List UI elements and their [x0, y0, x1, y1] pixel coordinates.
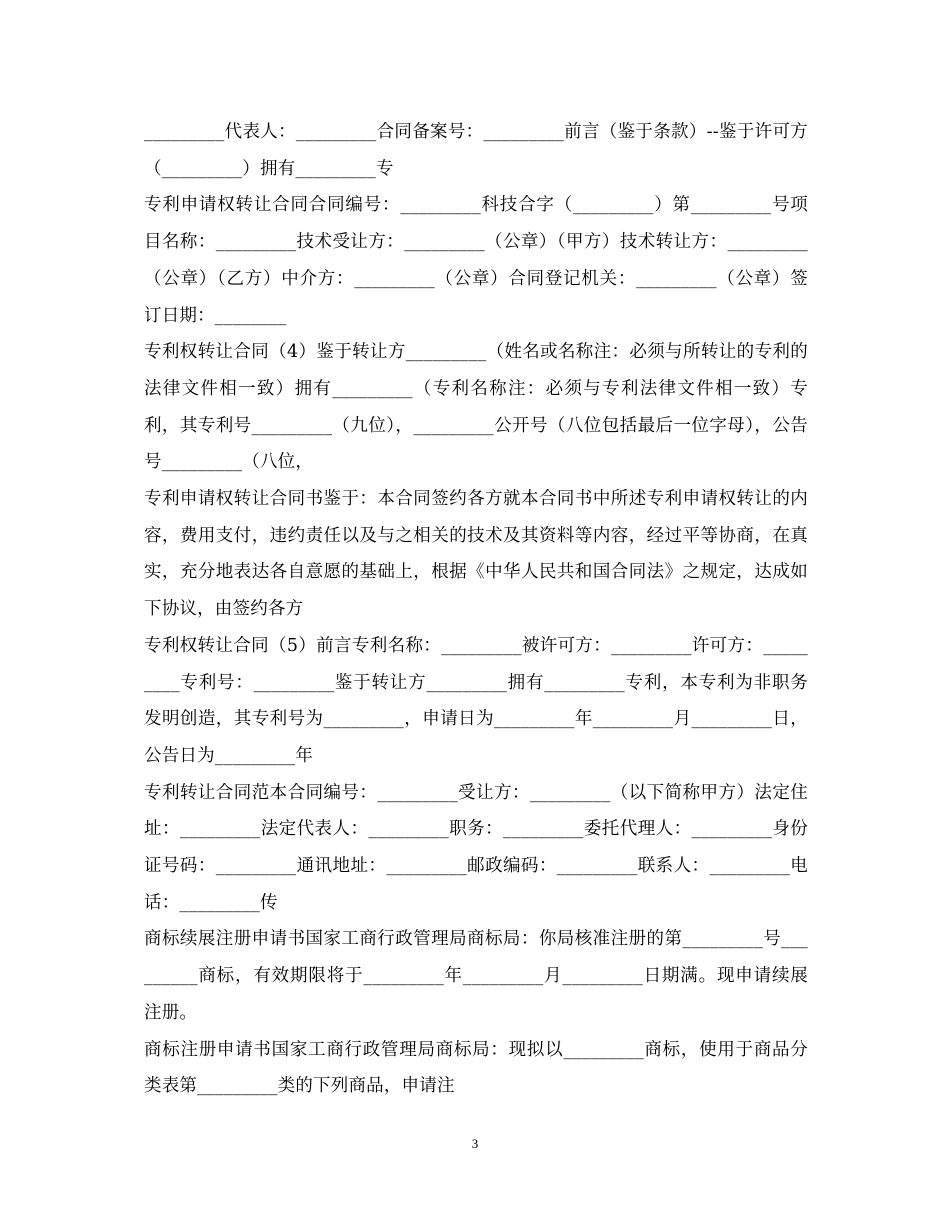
- paragraph-patent-application-transfer-contract: 专利申请权转让合同合同编号：_________科技合字（_________）第_________号项目名称：_________技术受让方：_________（公章）（甲方）技术转让方：_________（公章）（乙方）中介方：_________（公章）合同登记机关：_________（公章）签订日期：________: [144, 195, 808, 326]
- paragraph-trademark-registration-application: 商标注册申请书国家工商行政管理局商标局：现拟以_________商标，使用于商品分类表第_________类的下列商品，申请注: [144, 1039, 808, 1097]
- paragraph-patent-transfer-contract-5: 专利权转让合同（5）前言专利名称：_________被许可方：_________许可方：_________专利号：_________鉴于转让方_________拥有_________专利，本专利为非职务发明创造，其专利号为_________，申请日为_________年_________月_________日，公告日为_________年: [144, 635, 808, 766]
- page-number: 3: [471, 1136, 479, 1151]
- paragraph-patent-transfer-contract-template: 专利转让合同范本合同编号：_________受让方：_________（以下简称甲方）法定住址：_________法定代表人：_________职务：_________委托代理人：_________身份证号码：_________通讯地址：_________邮政编码：_________联系人：_________电话：_________传: [144, 782, 808, 913]
- paragraph-patent-transfer-contract-4: 专利权转让合同（4）鉴于转让方_________（姓名或名称注：必须与所转让的专利的法律文件相一致）拥有_________（专利名称注：必须与专利法律文件相一致）专利，其专利号_________（九位），_________公开号（八位包括最后一位字母），公告号_________（八位，: [144, 342, 808, 473]
- paragraph-trademark-renewal-application: 商标续展注册申请书国家工商行政管理局商标局：你局核准注册的第_________号_________商标，有效期限将于_________年_________月_________日期满。现申请续展注册。: [144, 929, 808, 1023]
- paragraph-patent-application-transfer-agreement: 专利申请权转让合同书鉴于：本合同签约各方就本合同书中所述专利申请权转让的内容，费用支付，违约责任以及与之相关的技术及其资料等内容，经过平等协商，在真实，充分地表达各自意愿的基础上，根据《中华人民共和国合同法》之规定，达成如下协议，由签约各方: [144, 489, 808, 620]
- paragraph-patent-license-preamble: _________代表人：_________合同备案号：_________前言（鉴于条款）--鉴于许可方（_________）拥有_________专: [144, 122, 808, 179]
- document-body: [144, 114, 808, 1105]
